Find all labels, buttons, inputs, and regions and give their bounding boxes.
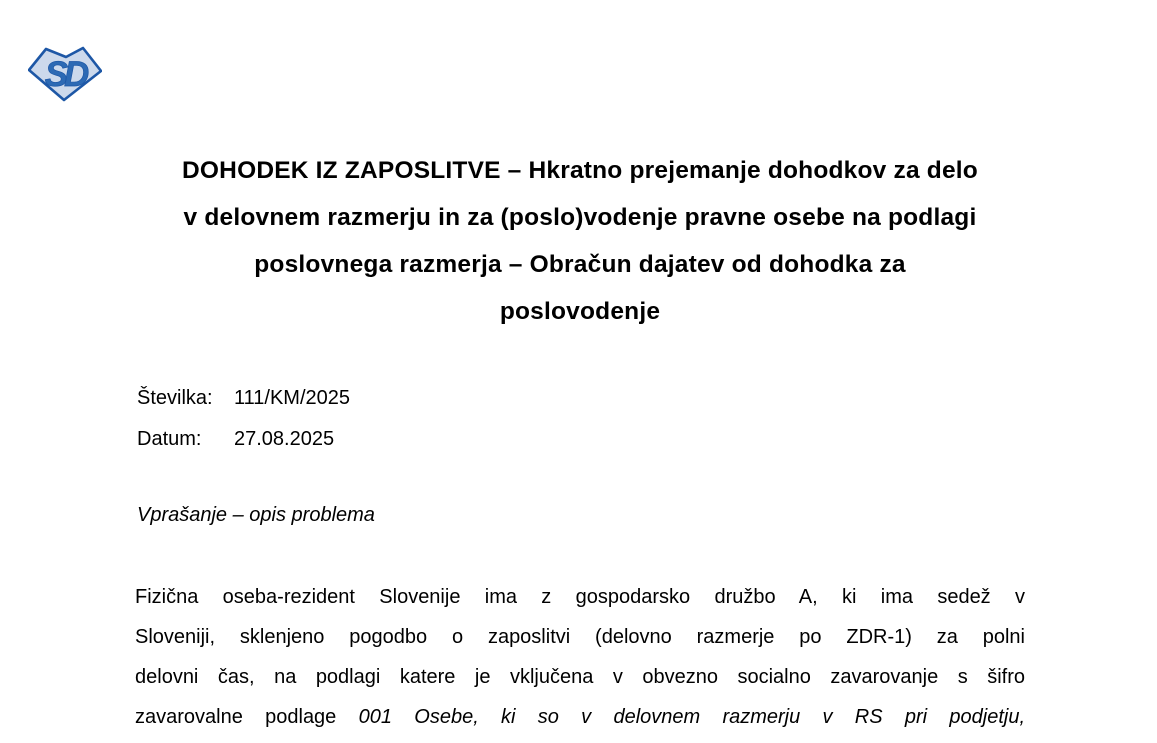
doc-date-label: Datum: [137, 427, 202, 450]
paragraph-line-4 [135, 697, 1025, 737]
doc-date-value: 27.08.2025 [234, 427, 335, 450]
doc-number-value: 111/KM/2025 [234, 387, 351, 409]
paragraph-line-3: delovni čas, na podlagi katere je vključena v obvezno socialno zavarovanje s šifro [135, 666, 1025, 688]
document-title [135, 147, 1025, 335]
title-line-1: DOHODEK IZ ZAPOSLITVE – Hkratno prejemanje dohodkov za delo [182, 157, 978, 184]
paragraph-line-4-regular: zavarovalne podlage [135, 706, 337, 728]
paragraph-line-1: Fizična oseba-rezident Slovenije ima z gospodarsko družbo A, ki ima sedež v [135, 586, 1025, 608]
paragraph-line-2: Sloveniji, sklenjeno pogodbo o zaposlitvi (delovno razmerje po ZDR-1) za polni [135, 626, 1025, 648]
title-line-4: poslovodenje [499, 298, 661, 325]
doc-number-row [137, 378, 350, 419]
section-heading-question: Vprašanje – opis problema [137, 504, 375, 526]
doc-date-row [137, 419, 350, 460]
paragraph-line-4-italic: 001 Osebe, ki so v delovnem razmerju v RS pri podjetju, [358, 706, 1025, 728]
doc-number-label: Številka: [137, 387, 213, 409]
logo-letters: SD [44, 55, 86, 94]
document-meta [137, 378, 350, 459]
body-paragraph [135, 577, 1025, 737]
sd-company-logo-icon [28, 46, 102, 102]
title-line-2: v delovnem razmerju in za (poslo)vodenje pravne osebe na podlagi [183, 204, 977, 231]
title-line-3: poslovnega razmerja – Obračun dajatev od dohodka za [254, 251, 906, 278]
